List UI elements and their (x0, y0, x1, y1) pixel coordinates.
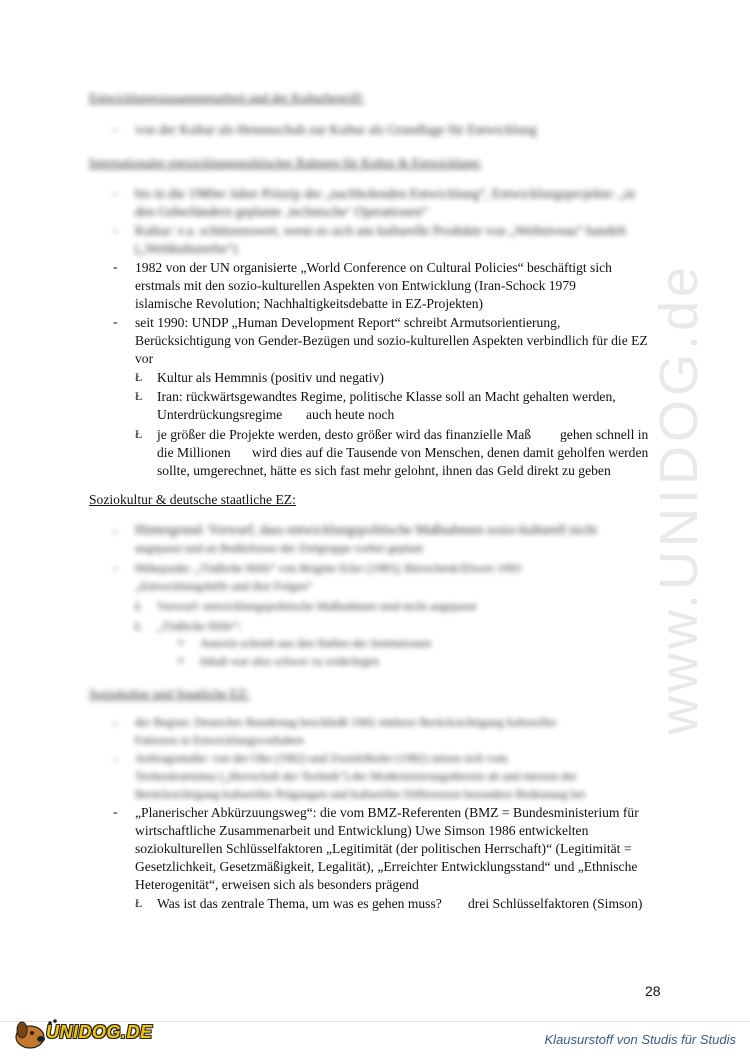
text-line: Iran: rückwärtsgewandtes Regime, politische Klasse soll an Macht gehalten werden, (157, 389, 616, 404)
circle-bullet-icon: o (178, 654, 184, 666)
heading-internationaler-rahmen: Internationaler entwicklungspolitischer Rahmen für Kultur & Entwicklung: (89, 155, 482, 170)
text-line: wirtschaftliche Zusammenarbeit und Entwicklung) Uwe Simson 1986 entwickelten (135, 823, 589, 838)
text-line: der Beginn: Deutscher Bundestag beschließt 1982 stärkere Berücksichtigung kultureller (135, 715, 557, 729)
dash-bullet: - (113, 259, 118, 274)
text-line: die Millionen (157, 445, 231, 460)
dash-bullet: - (113, 751, 118, 766)
text-line: („Weltkulturerbe“) (135, 241, 238, 256)
text-line: bis in die 1980er Jahre Prinzip der „nachholenden Entwicklung“, Entwicklungsprojekte: „in (135, 186, 636, 201)
text-line: Gesetzlichkeit, Gesetzmäßigkeit, Legalität), „Erreichter Entwicklungsstand“ und „Ethnische (135, 859, 638, 874)
text-line: Berücksichtigung kultureller Prägungen und kultureller Differenzen besondere Bedeutung bei (135, 787, 586, 801)
text-line: Höhepunkt: „Tödliche Hilfe“ von Brigitte Erler (1985); Bierschenk/Elwert 1993 (135, 561, 521, 575)
text-line: Vorwurf: entwicklungspolitische Maßnahmen sind nicht angepasst (157, 599, 477, 613)
text-line: Technokratismus („Herrschaft der Technik“) der Modernisierungstheorie ab und messen der (135, 769, 577, 783)
footer-slogan: Klausurstoff von Studis für Studis (544, 1032, 736, 1047)
heading-soziokultur-deutsche-ez: Soziokultur & deutsche staatliche EZ: (89, 492, 296, 507)
text-line: soziokulturellen Schlüsselfaktoren „Legitimität (der politischen Herrschaft)“ (Legitimität = (135, 841, 632, 856)
logo-text: UNIDOG.DE (46, 1022, 153, 1042)
dash-bullet: - (113, 560, 118, 575)
text-line: Auftragsstudie: von der Ohe (1982) und Zwiefelhofer (1982) setzen sich vom (135, 751, 508, 765)
text-line: „Entwicklungshilfe und ihre Folgen“ (135, 579, 313, 593)
text-line: vor (135, 351, 154, 366)
watermark-text: www.UNIDOG.de (649, 262, 709, 735)
text-line: islamische Revolution; Nachhaltigkeitsdebatte in EZ-Projekten) (135, 296, 484, 311)
text-line: gehen schnell in (560, 427, 649, 442)
dash-bullet: - (113, 222, 118, 237)
sub-bullet-icon: Ł (135, 619, 143, 633)
page-number: 28 (645, 983, 661, 999)
text-line: sollte, umgerechnet, hätte es sich fast mehr gelohnt, ihnen das Geld direkt zu geben (157, 463, 611, 478)
text-line: Autorin schrieb aus den Hallen der Institutionen (200, 636, 432, 650)
sub-bullet-icon: Ł (135, 599, 143, 613)
sub-bullet-icon: Ł (135, 389, 143, 403)
heading-soziokultur-staatliche-ez: Soziokultur und Staatliche EZ: (89, 686, 250, 701)
text-line: drei Schlüsselfaktoren (Simson) (468, 896, 643, 911)
text-line: auch heute noch (306, 407, 395, 422)
text-line: von der Kultur als Hemmschuh zur Kultur als Grundlage für Entwicklung (135, 122, 537, 137)
text-line: angepasst und an Bedürfnisse der Zielgruppe vorbei geplant (135, 541, 424, 555)
dash-bullet: - (113, 121, 118, 136)
text-line: Kultur als Hemmnis (positiv und negativ) (157, 370, 384, 385)
sub-bullet-icon: Ł (135, 427, 143, 441)
text-line: Was ist das zentrale Thema, um was es gehen muss? (157, 896, 442, 911)
text-line: erstmals mit den sozio-kulturellen Aspekten von Entwicklung (Iran-Schock 1979 (135, 278, 576, 293)
dash-bullet: - (113, 804, 118, 819)
text-line: Kultur: v.a. schützenswert, wenn es sich um kulturelle Produkte von „Weltniveau“ handelt (135, 223, 627, 238)
dash-bullet: - (113, 185, 118, 200)
heading-kulturbegriff: Entwicklungszusammenarbeit und der Kulturbegriff: (89, 90, 365, 105)
text-line: Hintergrund: Vorwurf, dass entwicklungspolitische Maßnahmen sozio-kulturell nicht (135, 522, 597, 537)
dash-bullet: - (113, 715, 118, 730)
text-line: „Planerischer Abkürzuungsweg“: die vom BMZ-Referenten (BMZ = Bundesministerium für (135, 805, 639, 820)
text-line: Faktoren in Entwicklungsvorhaben (135, 733, 304, 747)
text-line: den Geberländern geplante ‚technische‘ Operationen“ (135, 204, 428, 219)
text-line: wird dies auf die Tausende von Menschen, denen damit geholfen werden (252, 445, 649, 460)
text-line: Unterdrückungsregime (157, 407, 283, 422)
text-line: „Tödliche Hilfe“: (157, 619, 242, 633)
text-line: seit 1990: UNDP „Human Development Report“ schreibt Armutsorientierung, (135, 315, 561, 330)
text-line: je größer die Projekte werden, desto größer wird das finanzielle Maß (157, 427, 532, 442)
text-line: Berücksichtigung von Gender-Bezügen und sozio-kulturellen Aspekten verbindlich für die EZ (135, 333, 648, 348)
dash-bullet: - (113, 314, 118, 329)
text-line: Heterogenität“, erweisen sich als besonders prägend (135, 877, 419, 892)
sub-bullet-icon: Ł (135, 896, 143, 910)
sub-bullet-icon: Ł (135, 370, 143, 384)
circle-bullet-icon: o (178, 636, 184, 648)
text-line: Inhalt war also schwer zu widerlegen (200, 654, 379, 668)
text-line: 1982 von der UN organisierte „World Conference on Cultural Policies“ beschäftigt sich (135, 260, 612, 275)
dash-bullet: - (113, 523, 118, 538)
